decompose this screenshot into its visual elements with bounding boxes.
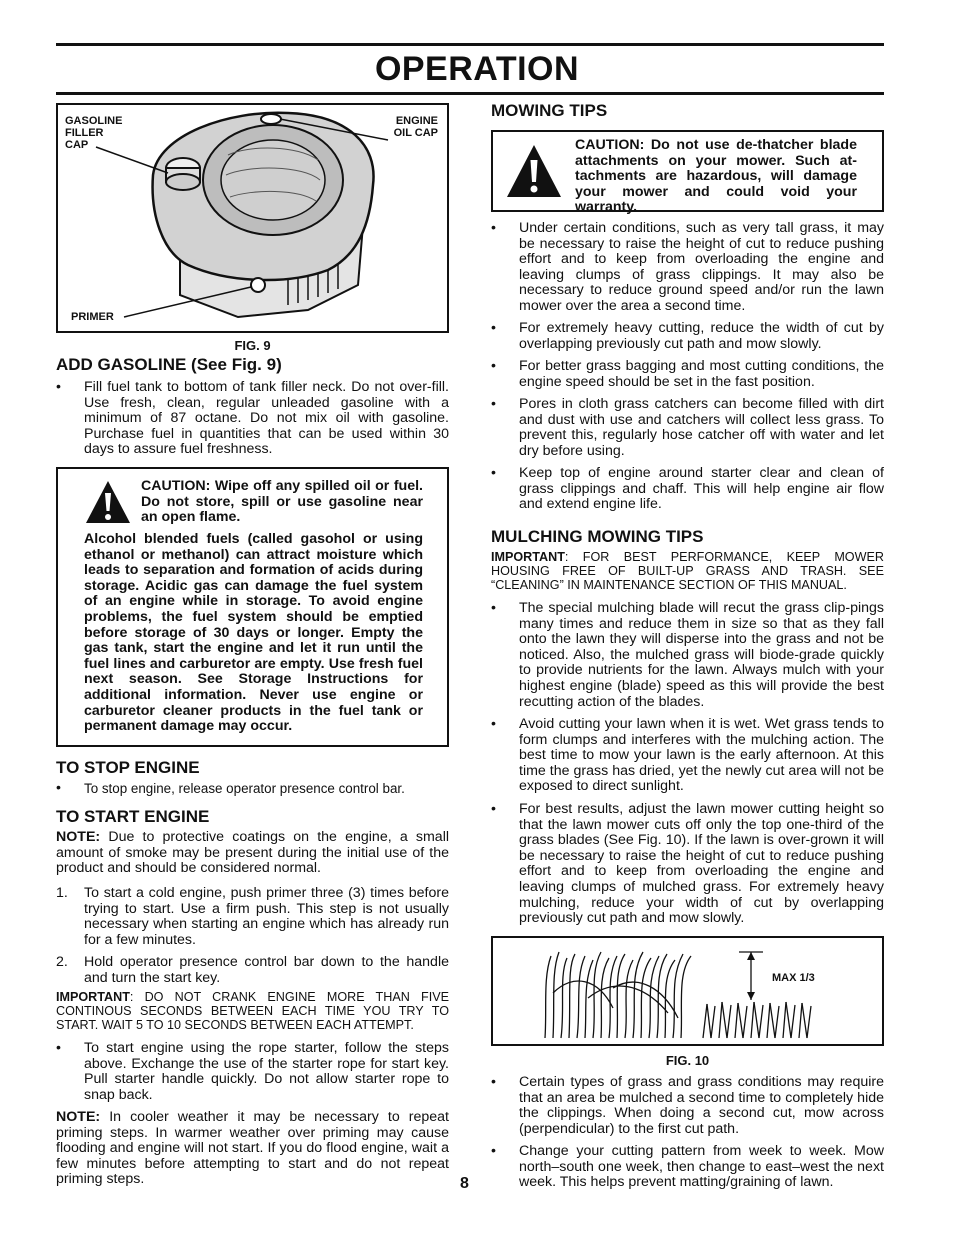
max-one-third-label: MAX 1/3: [772, 972, 815, 984]
fig9-caption: FIG. 9: [234, 338, 271, 353]
note-text: Due to protective coatings on the engine, a small amount of smoke may be present during the initial use of the product and should be considered normal.: [56, 829, 449, 877]
mulching-important-text: : FOR BEST PERFORMANCE, KEEP MOWER HOUSING FREE OF BUILT-UP GRASS AND TRASH. SEE “CLEANING” IN MAINTENANCE SECTION OF THIS MANUAL.: [491, 550, 884, 592]
add-gasoline-heading: ADD GASOLINE (See Fig. 9): [56, 355, 282, 374]
gasoline-filler-cap-label: GASOLINE FILLER CAP: [65, 115, 123, 151]
gasoline-caution-body: Alcohol blended fuels (called gasohol or using ethanol or methanol) can attract moisture which leads to separation and formation of acids during storage. Acidic gas can damage the fuel system of an engine while in storage. To avoid engine problems, the fuel system should be emptied before storage of 30 days or longer. Empty the gas tank, start the engine and let it run until the fuel lines and carburetor are empty. Use fresh fuel next season. See Storage Instructions for additional information. Never use engine or carburetor cleaner products in the fuel tank or permanent damage may occur.: [84, 531, 423, 735]
fig10-caption: FIG. 10: [665, 1053, 710, 1068]
page-title: OPERATION: [374, 50, 580, 88]
note2-label: NOTE:: [56, 1109, 101, 1125]
header-rule-bottom: [56, 92, 884, 95]
note2-text: In cooler weather it may be necessary to repeat priming steps. In warmer weather over priming may cause flooding and engine will not start. If you do flood engine, wait a few minutes before attempting to start and do not repeat priming steps.: [56, 1109, 449, 1188]
start-engine-note: [56, 830, 449, 877]
dethatcher-caution-box: [491, 130, 884, 216]
start-note-2: [56, 1110, 449, 1188]
page-number: 8: [460, 1175, 469, 1192]
mulching-important-label: IMPORTANT: [491, 550, 565, 564]
step-2-number: 2.: [56, 954, 68, 970]
grass-illustration: [493, 938, 882, 1044]
step-1-number: 1.: [56, 885, 68, 901]
fig9-box: [56, 103, 449, 333]
important-label: IMPORTANT: [56, 990, 130, 1004]
note-label: NOTE:: [56, 829, 101, 845]
gasoline-caution-top: CAUTION: Wipe off any spilled oil or fuel. Do not store, spill or use gasoline near an open flame.: [141, 478, 423, 526]
mulching-important: [491, 551, 884, 592]
important-text: : DO NOT CRANK ENGINE MORE THAN FIVE CONTINOUS SECONDS BETWEEN EACH TIME YOU TRY TO START. WAIT 5 TO 10 SECONDS BETWEEN EACH ATTEMPT.: [56, 990, 449, 1032]
stop-engine-heading: TO STOP ENGINE: [56, 758, 200, 777]
start-important: [56, 991, 449, 1032]
dethatcher-caution-text: CAUTION: Do not use de-thatcher blade attachments on your mower. Such at-tachments are hazardous, will damage your mower and could void your warranty.: [575, 137, 857, 216]
start-engine-heading: TO START ENGINE: [56, 807, 210, 826]
header-rule-top: [56, 43, 884, 46]
gasoline-caution-box: [56, 467, 449, 747]
primer-label: PRIMER: [71, 311, 114, 323]
engine-oil-cap-label: ENGINE OIL CAP: [393, 115, 438, 139]
warning-icon: [84, 479, 132, 525]
warning-icon: [505, 143, 563, 199]
mowing-tips-heading: MOWING TIPS: [491, 101, 608, 120]
fig10-box: [491, 936, 884, 1046]
mulching-tips-heading: MULCHING MOWING TIPS: [491, 527, 704, 546]
